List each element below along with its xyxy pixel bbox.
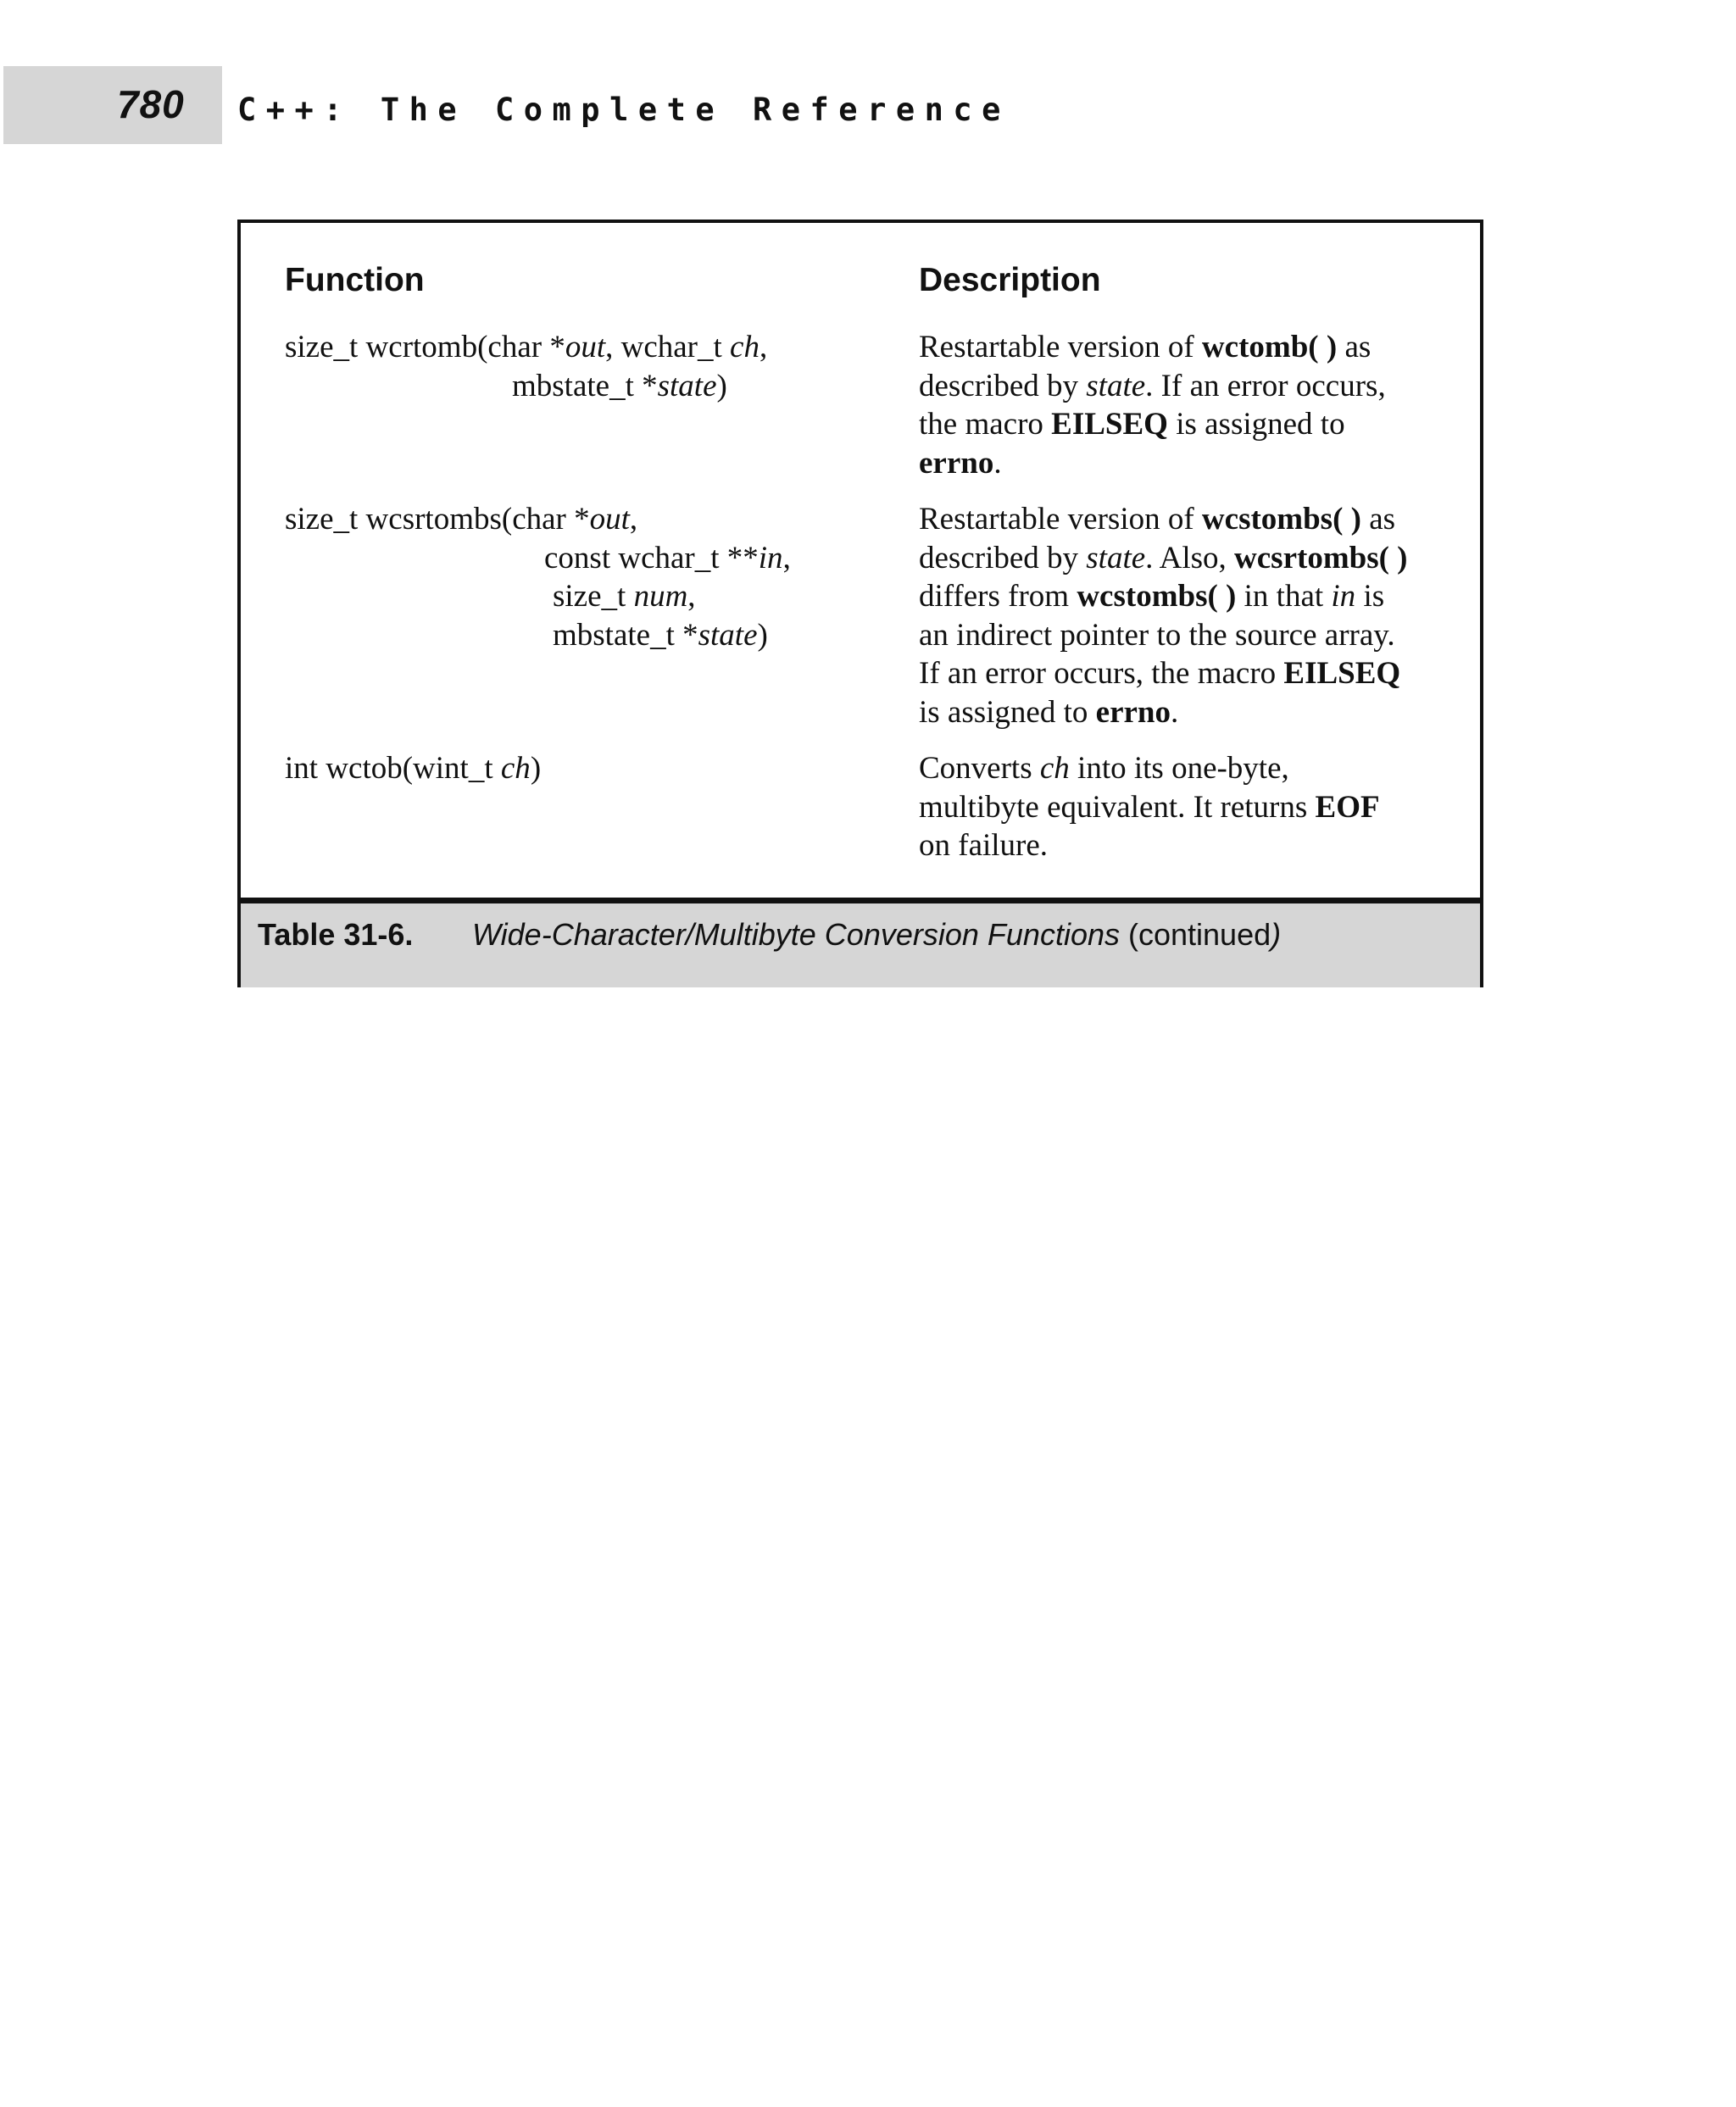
italic-text: ch	[500, 751, 531, 786]
function-line	[285, 500, 791, 539]
text-segment: mbstate_t *	[553, 617, 698, 653]
text-segment: Restartable version of	[919, 330, 1202, 364]
row-3-function	[285, 749, 541, 788]
text-segment: ,	[687, 579, 696, 614]
text-segment: is assigned to	[919, 694, 1096, 730]
text-segment: If an error occurs, the macro	[919, 656, 1284, 691]
table-body	[241, 223, 1480, 898]
description-line	[919, 328, 1386, 367]
function-line	[285, 367, 767, 406]
bold-text: EOF	[1315, 789, 1380, 825]
description-line	[919, 444, 1386, 483]
bold-text: errno	[1095, 694, 1171, 730]
text-segment: ,	[759, 330, 768, 364]
bold-text: EILSEQ	[1051, 407, 1168, 442]
function-line	[285, 749, 541, 788]
bold-text: wctomb( )	[1201, 330, 1338, 364]
table-caption-text	[472, 917, 1281, 953]
page-number-box	[3, 66, 222, 144]
italic-text: state	[1086, 540, 1146, 575]
text-segment: int wctob(wint_t	[285, 751, 501, 786]
italic-text: in	[1331, 579, 1356, 614]
description-line	[919, 577, 1408, 616]
bold-text: wcsrtombs( )	[1234, 540, 1408, 575]
text-segment: is assigned to	[1167, 407, 1345, 442]
italic-text: in	[758, 540, 783, 575]
text-segment: size_t wcrtomb(char *	[285, 330, 565, 364]
italic-text: ch	[730, 330, 760, 364]
text-segment: Converts	[919, 751, 1040, 786]
caption-note: continued	[1138, 917, 1271, 952]
italic-text: ch	[1039, 751, 1070, 786]
description-line	[919, 693, 1408, 732]
function-line	[285, 616, 791, 655]
description-line	[919, 826, 1380, 865]
description-line	[919, 367, 1386, 406]
description-line	[919, 616, 1408, 655]
italic-text: state	[1086, 368, 1146, 403]
function-line	[285, 539, 791, 578]
description-line	[919, 749, 1380, 788]
text-segment: multibyte equivalent. It returns	[919, 789, 1316, 825]
row-1-description	[919, 328, 1386, 482]
text-segment: into its one-byte,	[1069, 751, 1289, 786]
function-line	[285, 328, 767, 367]
text-segment: .	[993, 445, 1002, 481]
description-line	[919, 788, 1380, 827]
table-caption-label: Table 31-6.	[258, 917, 414, 952]
text-segment: described by	[919, 368, 1087, 403]
italic-text: out	[565, 330, 606, 364]
text-segment: . If an error occurs,	[1145, 368, 1386, 403]
bold-text: errno	[919, 445, 994, 481]
text-segment: Restartable version of	[919, 502, 1202, 536]
description-line	[919, 500, 1408, 539]
text-segment: const wchar_t **	[544, 540, 759, 575]
text-segment: in that	[1236, 579, 1332, 614]
text-segment: size_t wcsrtombs(char *	[285, 502, 590, 536]
function-line	[285, 577, 791, 616]
text-segment: .	[1171, 694, 1179, 730]
text-segment: . Also,	[1145, 540, 1235, 575]
italic-text: state	[657, 368, 717, 403]
table	[237, 220, 1483, 987]
table-caption-title: Wide-Character/Multibyte Conversion Functions	[472, 917, 1120, 952]
text-segment: differs from	[919, 579, 1077, 614]
text-segment: )	[757, 617, 768, 653]
description-line	[919, 405, 1386, 444]
column-header-description: Description	[919, 262, 1101, 298]
text-segment: )	[530, 751, 542, 786]
row-3-description	[919, 749, 1380, 865]
description-line	[919, 654, 1408, 693]
text-segment: ,	[782, 540, 791, 575]
caption-paren-close: )	[1271, 917, 1282, 952]
bold-text: wcstombs( )	[1077, 579, 1237, 614]
row-2-description	[919, 500, 1408, 731]
column-header-function: Function	[285, 262, 425, 298]
row-2-function	[285, 500, 791, 654]
text-segment: size_t	[553, 579, 634, 614]
text-segment: described by	[919, 540, 1087, 575]
text-segment: , wchar_t	[605, 330, 731, 364]
page-number: 780	[117, 82, 185, 126]
description-line	[919, 539, 1408, 578]
bold-text: EILSEQ	[1283, 656, 1401, 691]
row-1-function	[285, 328, 767, 405]
text-segment: ,	[629, 502, 638, 536]
table-caption	[241, 898, 1480, 987]
bold-text: wcstombs( )	[1201, 502, 1361, 536]
text-segment: as	[1360, 502, 1396, 536]
text-segment: is	[1355, 579, 1385, 614]
caption-paren-open: (	[1119, 917, 1138, 952]
text-segment: an indirect pointer to the source array.	[919, 617, 1395, 653]
italic-text: out	[589, 502, 630, 536]
text-segment: )	[716, 368, 727, 403]
running-title: C++: The Complete Reference	[237, 92, 1010, 128]
italic-text: num	[633, 579, 688, 614]
text-segment: the macro	[919, 407, 1052, 442]
text-segment: on failure.	[919, 828, 1049, 863]
italic-text: state	[698, 617, 758, 653]
text-segment: mbstate_t *	[512, 368, 658, 403]
text-segment: as	[1337, 330, 1372, 364]
